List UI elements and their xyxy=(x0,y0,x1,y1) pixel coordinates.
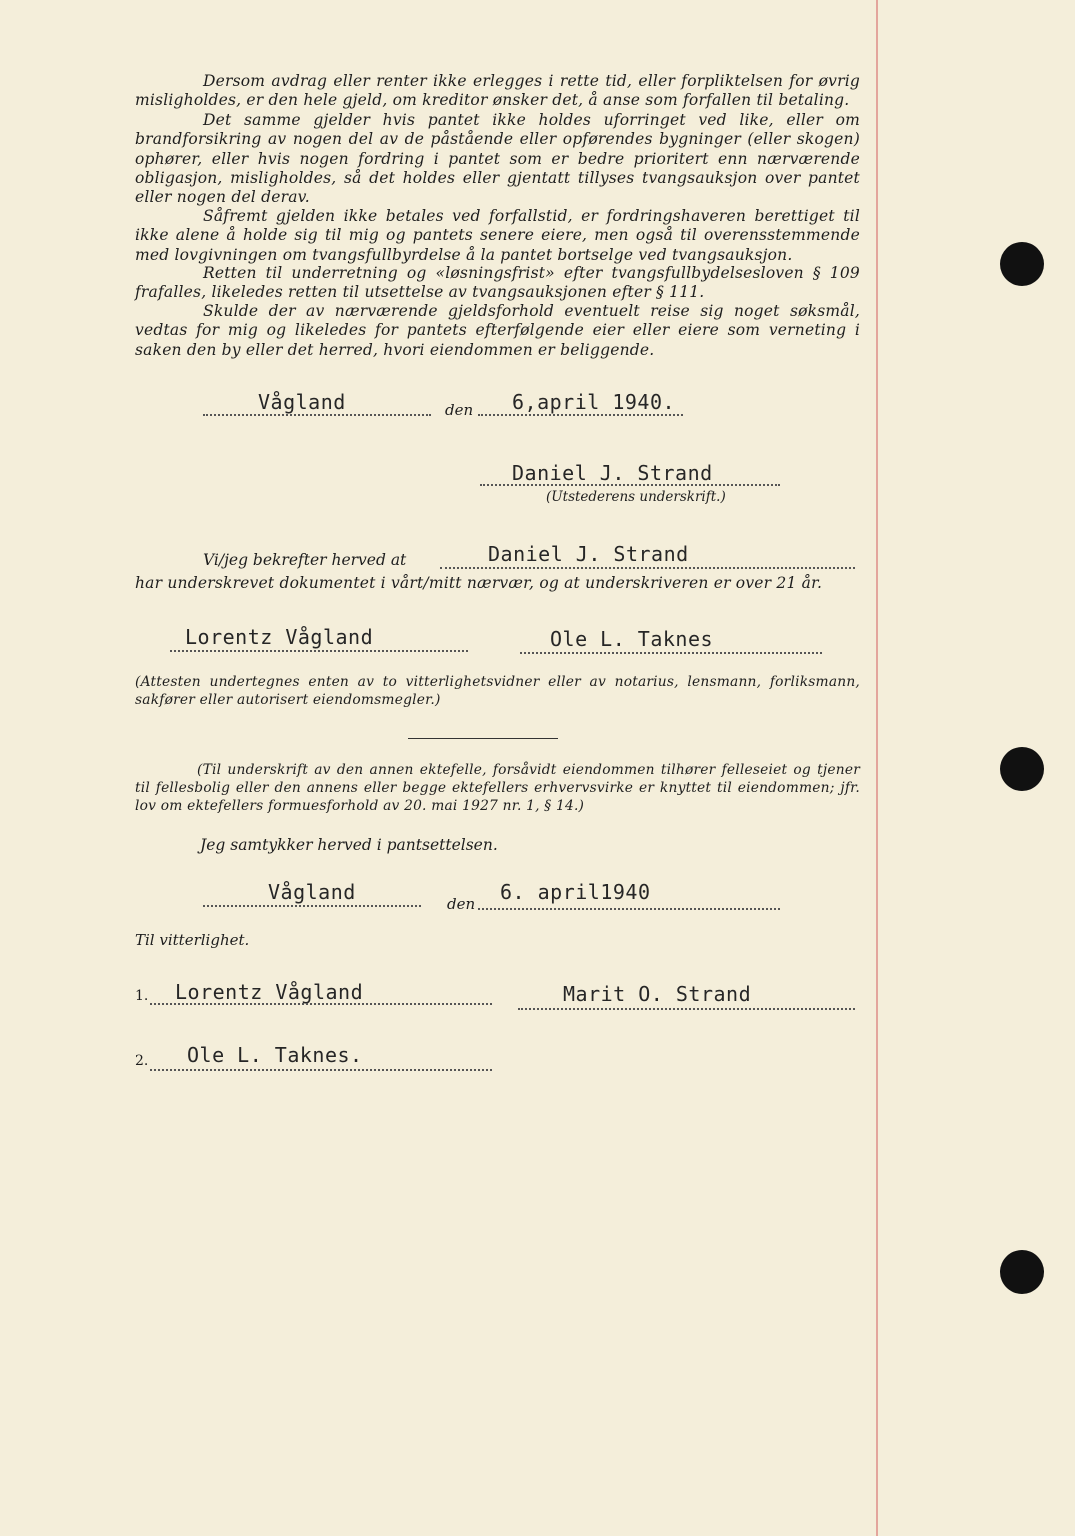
margin-line xyxy=(876,0,878,1536)
clause-venue xyxy=(135,302,860,360)
consent-date: 6. april1940 xyxy=(500,880,651,904)
confirmation-line xyxy=(440,567,855,569)
consent-witness-1b: Marit O. Strand xyxy=(563,982,752,1006)
consent-text: Jeg samtykker herved i pantsettelsen. xyxy=(200,836,498,854)
consent-place: Vågland xyxy=(268,880,356,904)
clause-text: Dersom avdrag eller renter ikke erlegges i rette tid, eller forpliktelsen for øvrig misligholdes, er den hele gjeld, om kreditor ønsker det, å anse som forfallen til betaling. xyxy=(135,72,860,110)
witness-2: Ole L. Taknes xyxy=(550,627,714,651)
place-line xyxy=(203,414,431,416)
witness-num-2: 2. xyxy=(135,1053,149,1069)
attestation-note: (Attesten undertegnes enten av to vitterlighetsvidner eller av notarius, lensmann, forliksmann, sakfører eller autorisert eiendomsmegler.) xyxy=(135,674,860,708)
clause-text: Retten til underretning og «løsningsfrist» efter tvangsfullbydelsesloven § 109 frafalles, likeledes retten til utsettelse av tvangsauksjonen efter § 111. xyxy=(135,264,860,302)
consent-den-label: den xyxy=(447,895,476,913)
clause-default xyxy=(135,72,860,111)
clause-enforcement xyxy=(135,207,860,265)
witness-1-line xyxy=(170,650,468,652)
confirmation-lead: Vi/jeg bekrefter herved at xyxy=(203,551,407,569)
date-typed: 6,april 1940. xyxy=(512,390,676,414)
consent-witness-1a-line xyxy=(150,1003,492,1005)
consent-date-line xyxy=(478,908,780,910)
confirmation-name: Daniel J. Strand xyxy=(488,542,689,566)
consent-witness-1a: Lorentz Vågland xyxy=(175,980,364,1004)
issuer-signature: Daniel J. Strand xyxy=(512,461,713,485)
consent-witness-2: Ole L. Taknes. xyxy=(187,1043,363,1067)
witness-1: Lorentz Vågland xyxy=(185,625,374,649)
place-typed: Vågland xyxy=(258,390,346,414)
spouse-note-text: (Til underskrift av den annen ektefelle, forsåvidt eiendommen tilhører felleseiet og tjener til fellesbolig eller den annens eller begge ektefellers erhvervsvirke er knyttet til eiendommen; jfr. lov om ektefellers formuesforhold av 20. mai 1927 nr. 1, § 14.) xyxy=(135,762,860,814)
clause-text: Det samme gjelder hvis pantet ikke holdes uforringet ved like, eller om brandforsikring av nogen del av de påstående eller opførendes bygninger (eller skogen) ophører, eller hvis nogen fordring i pantet som er bedre prioritert enn nærværende obligasjon, misligholdes, så det holdes eller gjentatt tillyses tvangsauksjon over pantet eller nogen del derav. xyxy=(135,111,860,207)
issuer-caption: (Utstederens underskrift.) xyxy=(546,489,726,505)
consent-witness-1b-line xyxy=(518,1008,855,1010)
consent-place-line xyxy=(203,905,421,907)
confirmation-rest: har underskrevet dokumentet i vårt/mitt nærvær, og at underskriveren er over 21 år. xyxy=(135,574,823,592)
witness-num-1: 1. xyxy=(135,988,149,1004)
issuer-line xyxy=(480,484,780,486)
binder-hole xyxy=(1000,747,1044,791)
clause-text: Såfremt gjelden ikke betales ved forfallstid, er fordringshaveren berettiget til ikke alene å holde sig til mig og pantets senere eiere, men også til overensstemmende med lovgivningen om tvangsfullbyrdelse å la pantet bortselge ved tvangsauksjon. xyxy=(135,207,860,264)
date-line xyxy=(478,414,683,416)
binder-hole xyxy=(1000,1250,1044,1294)
den-label: den xyxy=(445,401,474,419)
clause-security xyxy=(135,111,860,207)
witness-2-line xyxy=(520,652,822,654)
binder-hole xyxy=(1000,242,1044,286)
clause-text: Skulde der av nærværende gjeldsforhold eventuelt reise sig noget søksmål, vedtas for mig og likeledes for pantets efterfølgende eier eller eiere som verneting i saken den by eller det herred, hvori eiendommen er beliggende. xyxy=(135,302,860,359)
consent-witness-2-line xyxy=(150,1069,492,1071)
witness-heading: Til vitterlighet. xyxy=(135,931,250,949)
spouse-note xyxy=(135,761,860,815)
divider xyxy=(408,738,558,739)
clause-notice xyxy=(135,264,860,303)
